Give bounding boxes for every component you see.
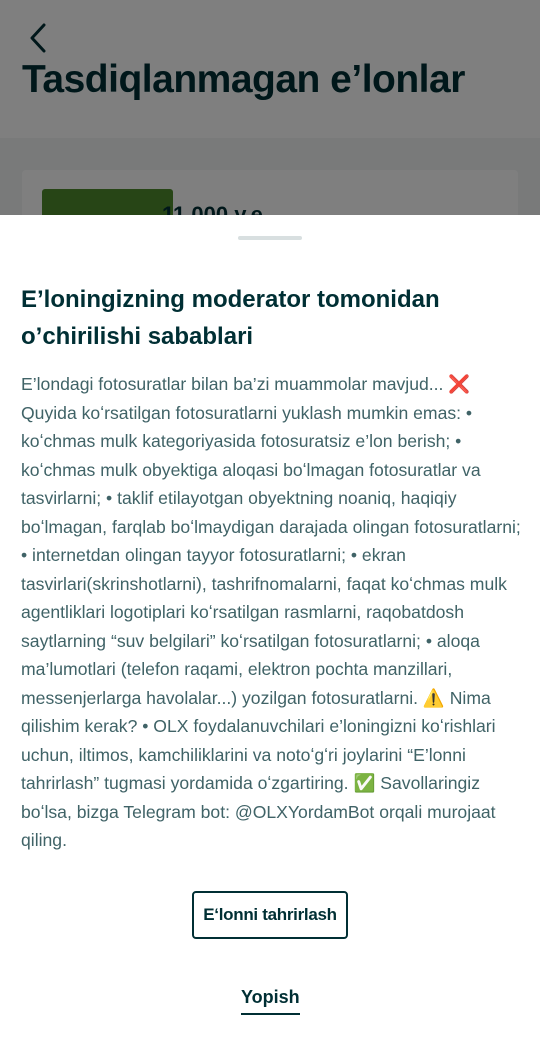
removal-reasons-text: E’londagi fotosuratlar bilan ba’zi muammolar mavjud... ❌ Quyida koʻrsatilgan fotosuratlarni yuklash mumkin emas: • koʻchmas mulk kategoriyasida fotosuratsiz e’lon berish; • koʻchmas mulk obyektiga aloqasi boʻlmagan fotosuratlar va tasvirlarni; • taklif etilayotgan obyektning noaniq, haqiqiy boʻlmagan, farqlab boʻlmaydigan darajada olingan fotosuratlarni; • internetdan olingan tayyor fotosuratlarni; • ekran tasvirlari(skrinshotlarni), tashrifnomalarni, faqat koʻchmas mulk agentliklari logotiplari koʻrsatilgan rasmlarni, raqobatdosh saytlarning “suv belgilari” koʻrsatilgan fotosuratlarni; • aloqa ma’lumotlari (telefon raqami, elektron pochta manzillari, messenjerlarga havolalar...) yozilgan fotosuratlarni. ⚠️ Nima qilishim kerak? • OLX foydalanuvchilari e’loningizni koʻrishlari uchun, iltimos, kamchiliklarini va notoʻgʻri joylarini “E’lonni tahrirlash” tugmasi yordamida oʻzgartiring. ✅ Savollaringiz boʻlsa, bizga Telegram bot: @OLXYordamBot orqali murojaat qiling. — [21, 374, 521, 850]
sheet-title: E’loningizning moderator tomonidan o’chirilishi sabablari — [21, 286, 440, 350]
bottom-sheet — [0, 215, 540, 1063]
edit-ad-button[interactable]: E‘lonni tahrirlash — [192, 891, 348, 939]
close-link[interactable]: Yopish — [241, 987, 300, 1015]
sheet-grabber[interactable] — [238, 236, 302, 240]
